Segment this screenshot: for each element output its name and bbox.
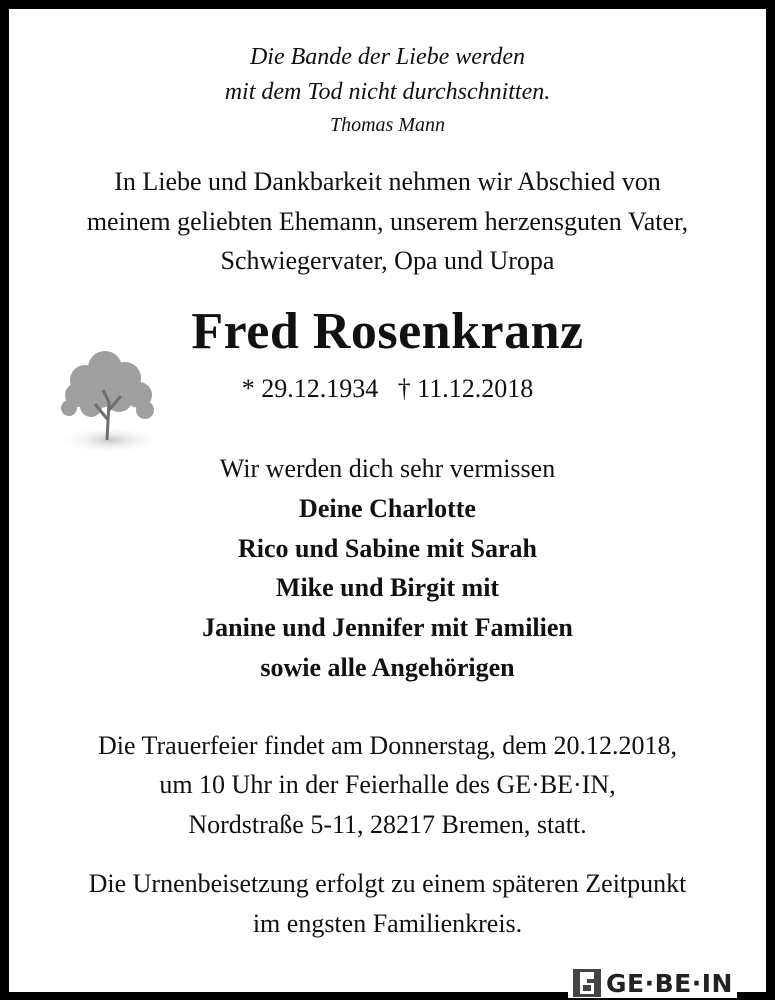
gebein-logo — [568, 968, 737, 998]
mourner-name: Janine und Jennifer mit Familien — [202, 613, 573, 642]
deceased-name: Fred Rosenkranz — [191, 303, 584, 360]
quote-author: Thomas Mann — [329, 114, 445, 136]
intro-line-3: Schwiegervater, Opa und Uropa — [220, 246, 555, 275]
quote-line-2: mit dem Tod nicht durchschnitten. — [224, 79, 551, 105]
funeral-line-3: Nordstraße 5-11, 28217 Bremen, statt. — [188, 810, 587, 839]
burial-line-1: Die Urnenbeisetzung erfolgt zu einem späteren Zeitpunkt — [88, 869, 687, 898]
funeral-line-2: um 10 Uhr in der Feierhalle des GE·BE·IN, — [159, 770, 616, 799]
mourner-name: sowie alle Angehörigen — [260, 653, 515, 682]
tree-icon — [55, 340, 165, 460]
quote-line-1: Die Bande der Liebe werden — [249, 44, 526, 70]
life-dates: * 29.12.1934 † 11.12.2018 — [241, 374, 534, 403]
intro-line-2: meinem geliebten Ehemann, unserem herzensguten Vater, — [86, 207, 689, 236]
intro-line-1: In Liebe und Dankbarkeit nehmen wir Abschied von — [114, 167, 661, 196]
mourner-name: Rico und Sabine mit Sarah — [237, 534, 538, 563]
funeral-line-1: Die Trauerfeier findet am Donnerstag, dem 20.12.2018, — [97, 731, 678, 760]
mourner-name: Deine Charlotte — [299, 494, 476, 523]
funeral-home-logo-icon — [572, 968, 602, 998]
mourner-name: Mike und Birgit mit — [275, 573, 500, 602]
burial-line-2: im engsten Familienkreis. — [252, 909, 523, 938]
mourners-intro: Wir werden dich sehr vermissen — [219, 454, 556, 483]
logo-text: GE·BE·IN — [606, 968, 733, 998]
